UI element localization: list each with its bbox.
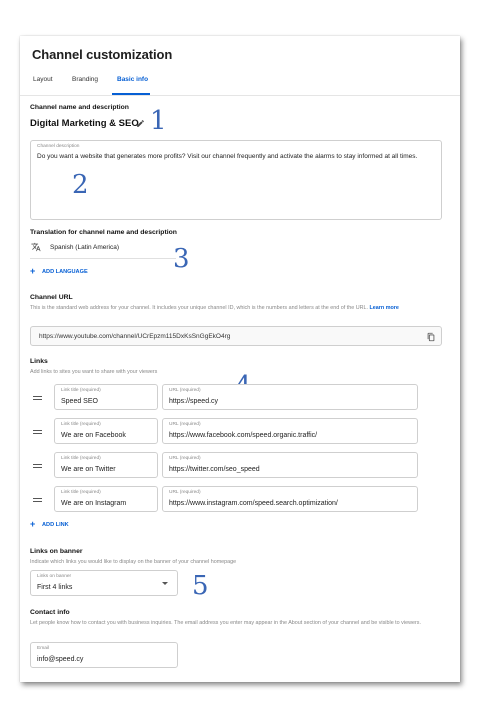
tab-layout[interactable]: Layout bbox=[33, 76, 53, 83]
drag-handle-icon[interactable] bbox=[33, 464, 42, 468]
channel-name: Digital Marketing & SEO bbox=[30, 118, 139, 129]
email-value: info@speed.cy bbox=[37, 656, 84, 663]
link-url-label: URL (required) bbox=[169, 388, 201, 393]
link-url-value: https://speed.cy bbox=[169, 398, 219, 405]
link-url-value: https://www.facebook.com/speed.organic.traffic/ bbox=[169, 432, 318, 439]
channel-url-field bbox=[30, 326, 442, 346]
link-url-field[interactable] bbox=[162, 384, 418, 410]
banner-select-label: Links on banner bbox=[37, 574, 72, 579]
links-help: Add links to sites you want to share with your viewers bbox=[30, 369, 158, 375]
link-url-value: https://www.instagram.com/speed.search.optimization/ bbox=[169, 500, 338, 507]
link-title-value: We are on Twitter bbox=[61, 466, 116, 473]
banner-help: Indicate which links you would like to display on the banner of your channel homepage bbox=[30, 559, 237, 565]
links-on-banner-select[interactable] bbox=[30, 570, 178, 596]
translation-section-title: Translation for channel name and description bbox=[30, 229, 177, 236]
pencil-icon[interactable] bbox=[136, 119, 145, 128]
url-help-text bbox=[30, 305, 442, 313]
description-label: Channel description bbox=[37, 144, 80, 149]
links-section-title: Links bbox=[30, 358, 48, 365]
description-field[interactable] bbox=[30, 140, 442, 220]
link-title-field[interactable] bbox=[54, 384, 158, 410]
link-title-field[interactable] bbox=[54, 486, 158, 512]
language-divider bbox=[30, 258, 176, 259]
url-help: This is the standard web address for your channel. It includes your unique channel ID, which is the numbers and letters at the end of the URL. bbox=[30, 305, 369, 311]
link-url-label: URL (required) bbox=[169, 422, 201, 427]
banner-section-title: Links on banner bbox=[30, 548, 83, 555]
learn-more-link[interactable]: Learn more bbox=[369, 305, 399, 311]
link-title-field[interactable] bbox=[54, 452, 158, 478]
channel-url-value: https://www.youtube.com/channel/UCrEpzm115DxKsSnGgEkO4rg bbox=[39, 333, 231, 340]
drag-handle-icon[interactable] bbox=[33, 498, 42, 502]
description-text: Do you want a website that generates more profits? Visit our channel frequently and activate the alarms to stay informed at all times. bbox=[37, 153, 418, 160]
email-field[interactable] bbox=[30, 642, 178, 668]
link-url-field[interactable] bbox=[162, 418, 418, 444]
contact-section-title: Contact info bbox=[30, 609, 70, 616]
link-title-label: Link title (required) bbox=[61, 422, 101, 427]
annotation-number-2: 2 bbox=[72, 170, 89, 200]
drag-handle-icon[interactable] bbox=[33, 396, 42, 400]
plus-icon: + bbox=[30, 519, 36, 529]
banner-selected-value: First 4 links bbox=[37, 584, 73, 591]
translate-icon bbox=[31, 242, 41, 252]
tab-branding[interactable]: Branding bbox=[72, 76, 99, 83]
active-tab-indicator bbox=[112, 93, 150, 95]
link-title-value: We are on Facebook bbox=[61, 432, 126, 439]
link-url-label: URL (required) bbox=[169, 456, 201, 461]
link-title-label: Link title (required) bbox=[61, 388, 101, 393]
link-title-label: Link title (required) bbox=[61, 456, 101, 461]
link-url-value: https://twitter.com/seo_speed bbox=[169, 466, 260, 473]
link-url-label: URL (required) bbox=[169, 490, 201, 495]
language-item[interactable]: Spanish (Latin America) bbox=[50, 244, 120, 251]
link-title-value: We are on Instagram bbox=[61, 500, 127, 507]
contact-help: Let people know how to contact you with business inquiries. The email address you enter may appear in the About section of your channel and be visible to viewers. bbox=[30, 620, 421, 626]
link-title-label: Link title (required) bbox=[61, 490, 101, 495]
email-label: Email bbox=[37, 646, 49, 651]
link-title-field[interactable] bbox=[54, 418, 158, 444]
drag-handle-icon[interactable] bbox=[33, 430, 42, 434]
tab-basic-info[interactable]: Basic info bbox=[117, 76, 149, 83]
dropdown-arrow-icon bbox=[162, 582, 168, 585]
add-link-button[interactable]: ADD LINK bbox=[42, 522, 69, 528]
channel-customization-panel bbox=[20, 36, 460, 682]
add-language-button[interactable]: ADD LANGUAGE bbox=[42, 269, 88, 275]
copy-icon[interactable] bbox=[426, 332, 436, 342]
plus-icon: + bbox=[30, 266, 36, 276]
annotation-number-5: 5 bbox=[192, 571, 209, 601]
url-section-title: Channel URL bbox=[30, 294, 73, 301]
page-title: Channel customization bbox=[32, 47, 173, 62]
annotation-number-1: 1 bbox=[150, 106, 167, 136]
link-url-field[interactable] bbox=[162, 486, 418, 512]
tab-bar bbox=[20, 74, 460, 96]
link-title-value: Speed SEO bbox=[61, 398, 98, 405]
annotation-number-3: 3 bbox=[173, 244, 190, 274]
name-section-title: Channel name and description bbox=[30, 104, 129, 111]
link-url-field[interactable] bbox=[162, 452, 418, 478]
